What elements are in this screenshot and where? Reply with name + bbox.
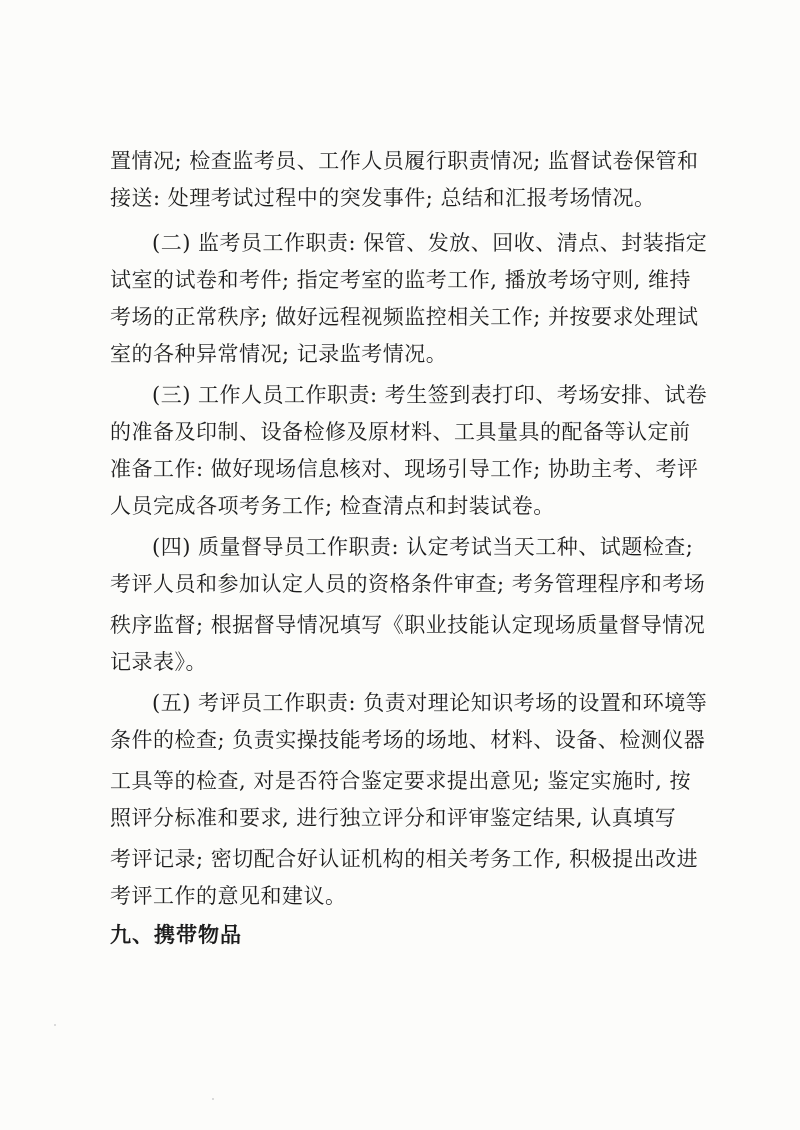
text-line: 接送: 处理考试过程中的突发事件; 总结和汇报考场情况。 [110, 186, 656, 210]
text-line: 准备工作: 做好现场信息核对、现场引导工作; 协助主考、考评 [110, 457, 699, 481]
text-line: 的准备及印制、设备检修及原材料、工具量具的配备等认定前 [110, 420, 691, 444]
paragraph-start-line: (二) 监考员工作职责: 保管、发放、回收、清点、封装指定 [152, 231, 708, 255]
text-line: 考评记录; 密切配合好认证机构的相关考务工作, 积极提出改进 [110, 847, 699, 871]
text-line: 照评分标准和要求, 进行独立评分和评审鉴定结果, 认真填写 [110, 806, 677, 830]
paragraph-start-line: (四) 质量督导员工作职责: 认定考试当天工种、试题检查; [152, 535, 694, 559]
paragraph-start-line: (五) 考评员工作职责: 负责对理论知识考场的设置和环境等 [152, 691, 708, 715]
text-line: 置情况; 检查监考员、工作人员履行职责情况; 监督试卷保管和 [110, 149, 699, 173]
text-line: 秩序监督; 根据督导情况填写《职业技能认定现场质量督导情况 [110, 613, 706, 637]
text-line: 人员完成各项考务工作; 检查清点和封装试卷。 [110, 494, 555, 518]
section-heading: 九、携带物品 [110, 923, 242, 947]
text-line: 室的各种异常情况; 记录监考情况。 [110, 342, 448, 366]
paragraph-start-line: (三) 工作人员工作职责: 考生签到表打印、考场安排、试卷 [152, 383, 708, 407]
text-line: 考评人员和参加认定人员的资格条件审查; 考务管理程序和考场 [110, 572, 706, 596]
text-line: 条件的检查; 负责实操技能考场的场地、材料、设备、检测仪器 [110, 728, 706, 752]
scan-speck [54, 1024, 56, 1026]
scan-speck [212, 1098, 214, 1100]
text-line: 记录表》。 [110, 650, 207, 674]
text-line: 考评工作的意见和建议。 [110, 884, 347, 908]
text-line: 工具等的检查, 对是否符合鉴定要求提出意见; 鉴定实施时, 按 [110, 769, 691, 793]
text-line: 试室的试卷和考件; 指定考室的监考工作, 播放考场守则, 维持 [110, 268, 691, 292]
text-line: 考场的正常秩序; 做好远程视频监控相关工作; 并按要求处理试 [110, 305, 699, 329]
